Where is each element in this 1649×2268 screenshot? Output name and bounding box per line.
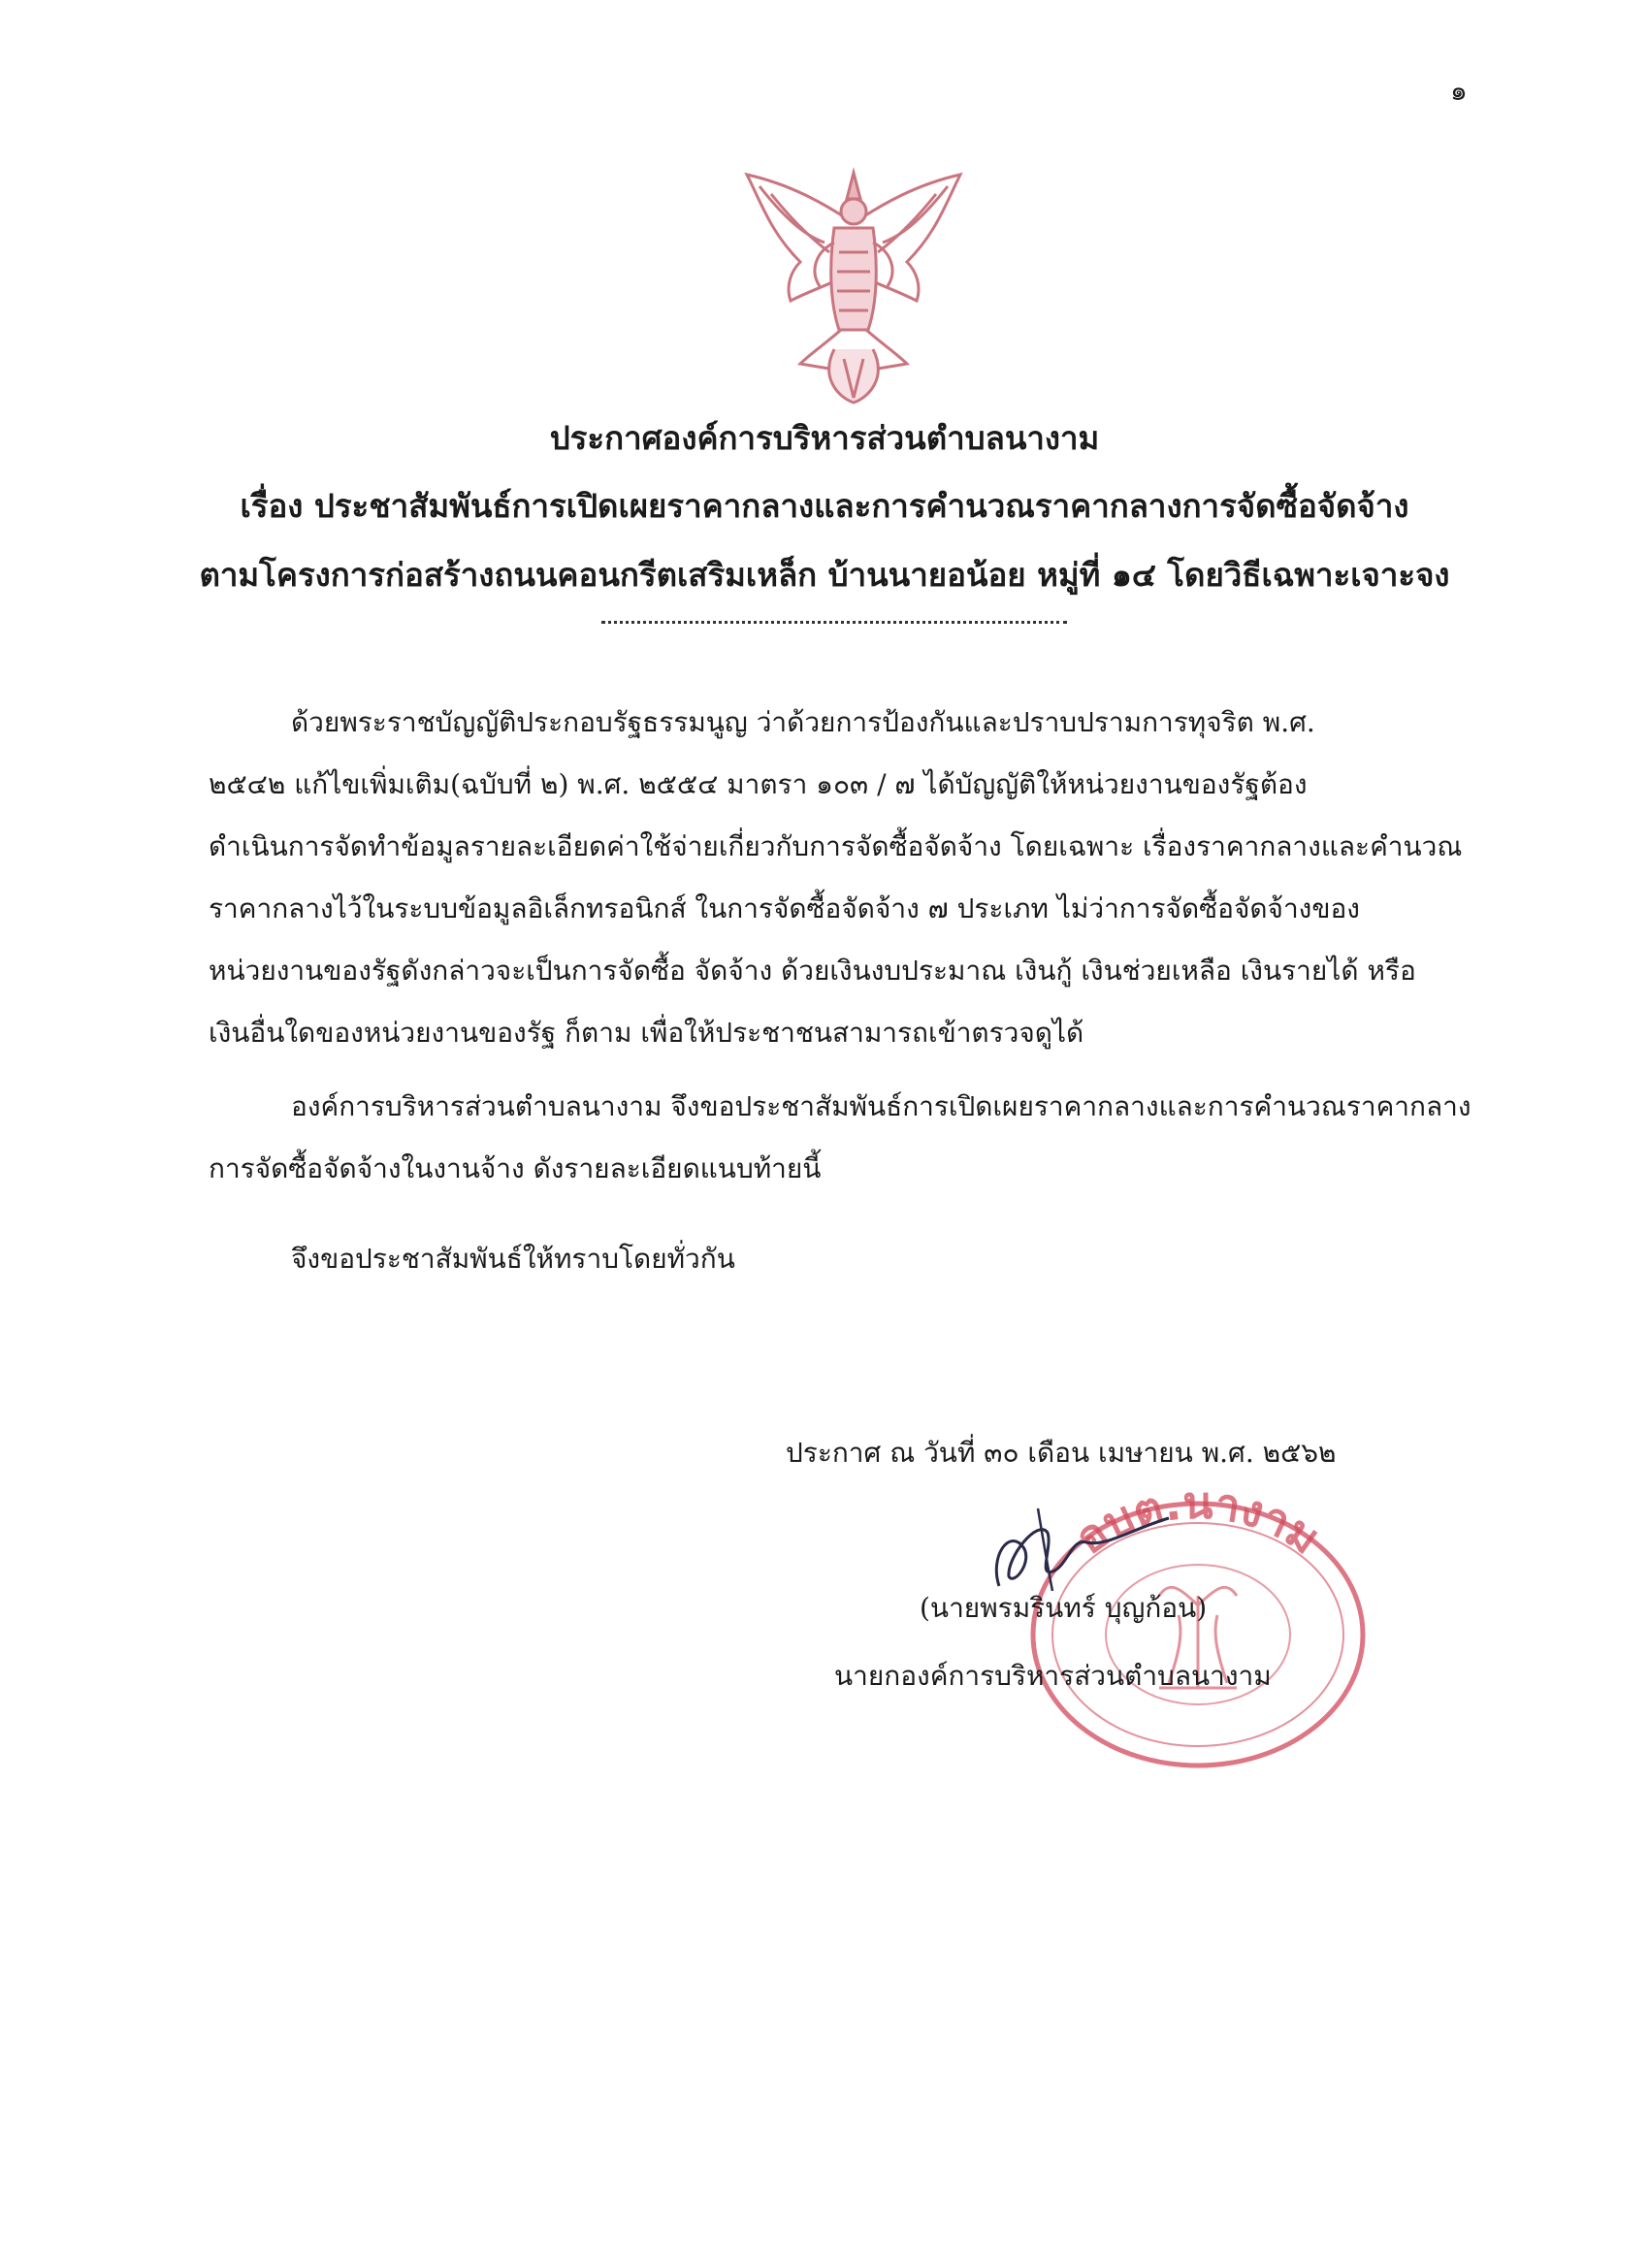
signer-name: (นายพรมรินทร์ บุญก้อน) xyxy=(920,1592,1208,1624)
stamp-text: อบต.นางาม xyxy=(1065,1489,1331,1565)
paragraph-line: ด้วยพระราชบัญญัติประกอบรัฐธรรมนูญ ว่าด้วยการป้องกันและปราบปรามการทุจริต พ.ศ. xyxy=(291,706,1315,738)
paragraph-line: ดำเนินการจัดทำข้อมูลรายละเอียดค่าใช้จ่ายเกี่ยวกับการจัดซื้อจัดจ้าง โดยเฉพาะ เรื่องราคากลางและคำนวณ xyxy=(209,830,1463,862)
paragraph-line: องค์การบริหารส่วนตำบลนางาม จึงขอประชาสัมพันธ์การเปิดเผยราคากลางและการคำนวณราคากลาง xyxy=(291,1090,1471,1122)
paragraph-line: การจัดซื้อจัดจ้างในงานจ้าง ดังรายละเอียดแนบท้ายนี้ xyxy=(209,1152,822,1184)
closing-line: จึงขอประชาสัมพันธ์ให้ทราบโดยทั่วกัน xyxy=(291,1243,735,1275)
paragraph-line: ๒๕๔๒ แก้ไขเพิ่มเติม(ฉบับที่ ๒) พ.ศ. ๒๕๕๔ มาตรา ๑๐๓ / ๗ ได้บัญญัติให้หน่วยงานของรัฐต้อง xyxy=(209,768,1308,800)
document-subject-cont: ตามโครงการก่อสร้างถนนคอนกรีตเสริมเหล็ก บ้านนายอน้อย หมู่ที่ ๑๔ โดยวิธีเฉพาะเจาะจง xyxy=(199,556,1450,594)
document-title: ประกาศองค์การบริหารส่วนตำบลนางาม xyxy=(549,419,1100,457)
document-subject: เรื่อง ประชาสัมพันธ์การเปิดเผยราคากลางและการคำนวณราคากลางการจัดซื้อจัดจ้าง xyxy=(240,487,1409,525)
paragraph-line: เงินอื่นใดของหน่วยงานของรัฐ ก็ตาม เพื่อให้ประชาชนสามารถเข้าตรวจดูได้ xyxy=(209,1017,1084,1049)
page-number: ๑ xyxy=(1450,75,1468,107)
signer-title: นายกองค์การบริหารส่วนตำบลนางาม xyxy=(834,1660,1272,1692)
paragraph-line: หน่วยงานของรัฐดังกล่าวจะเป็นการจัดซื้อ จัดจ้าง ด้วยเงินงบประมาณ เงินกู้ เงินช่วยเหลือ เงินรายได้ หรือ xyxy=(209,955,1416,987)
announcement-date: ประกาศ ณ วันที่ ๓๐ เดือน เมษายน พ.ศ. ๒๕๖๒ xyxy=(786,1437,1337,1469)
garuda-emblem-icon xyxy=(732,165,975,407)
paragraph-line: ราคากลางไว้ในระบบข้อมูลอิเล็กทรอนิกส์ ในการจัดซื้อจัดจ้าง ๗ ประเภท ไม่ว่าการจัดซื้อจัดจ้างของ xyxy=(209,892,1360,924)
dotted-divider xyxy=(601,621,1067,624)
